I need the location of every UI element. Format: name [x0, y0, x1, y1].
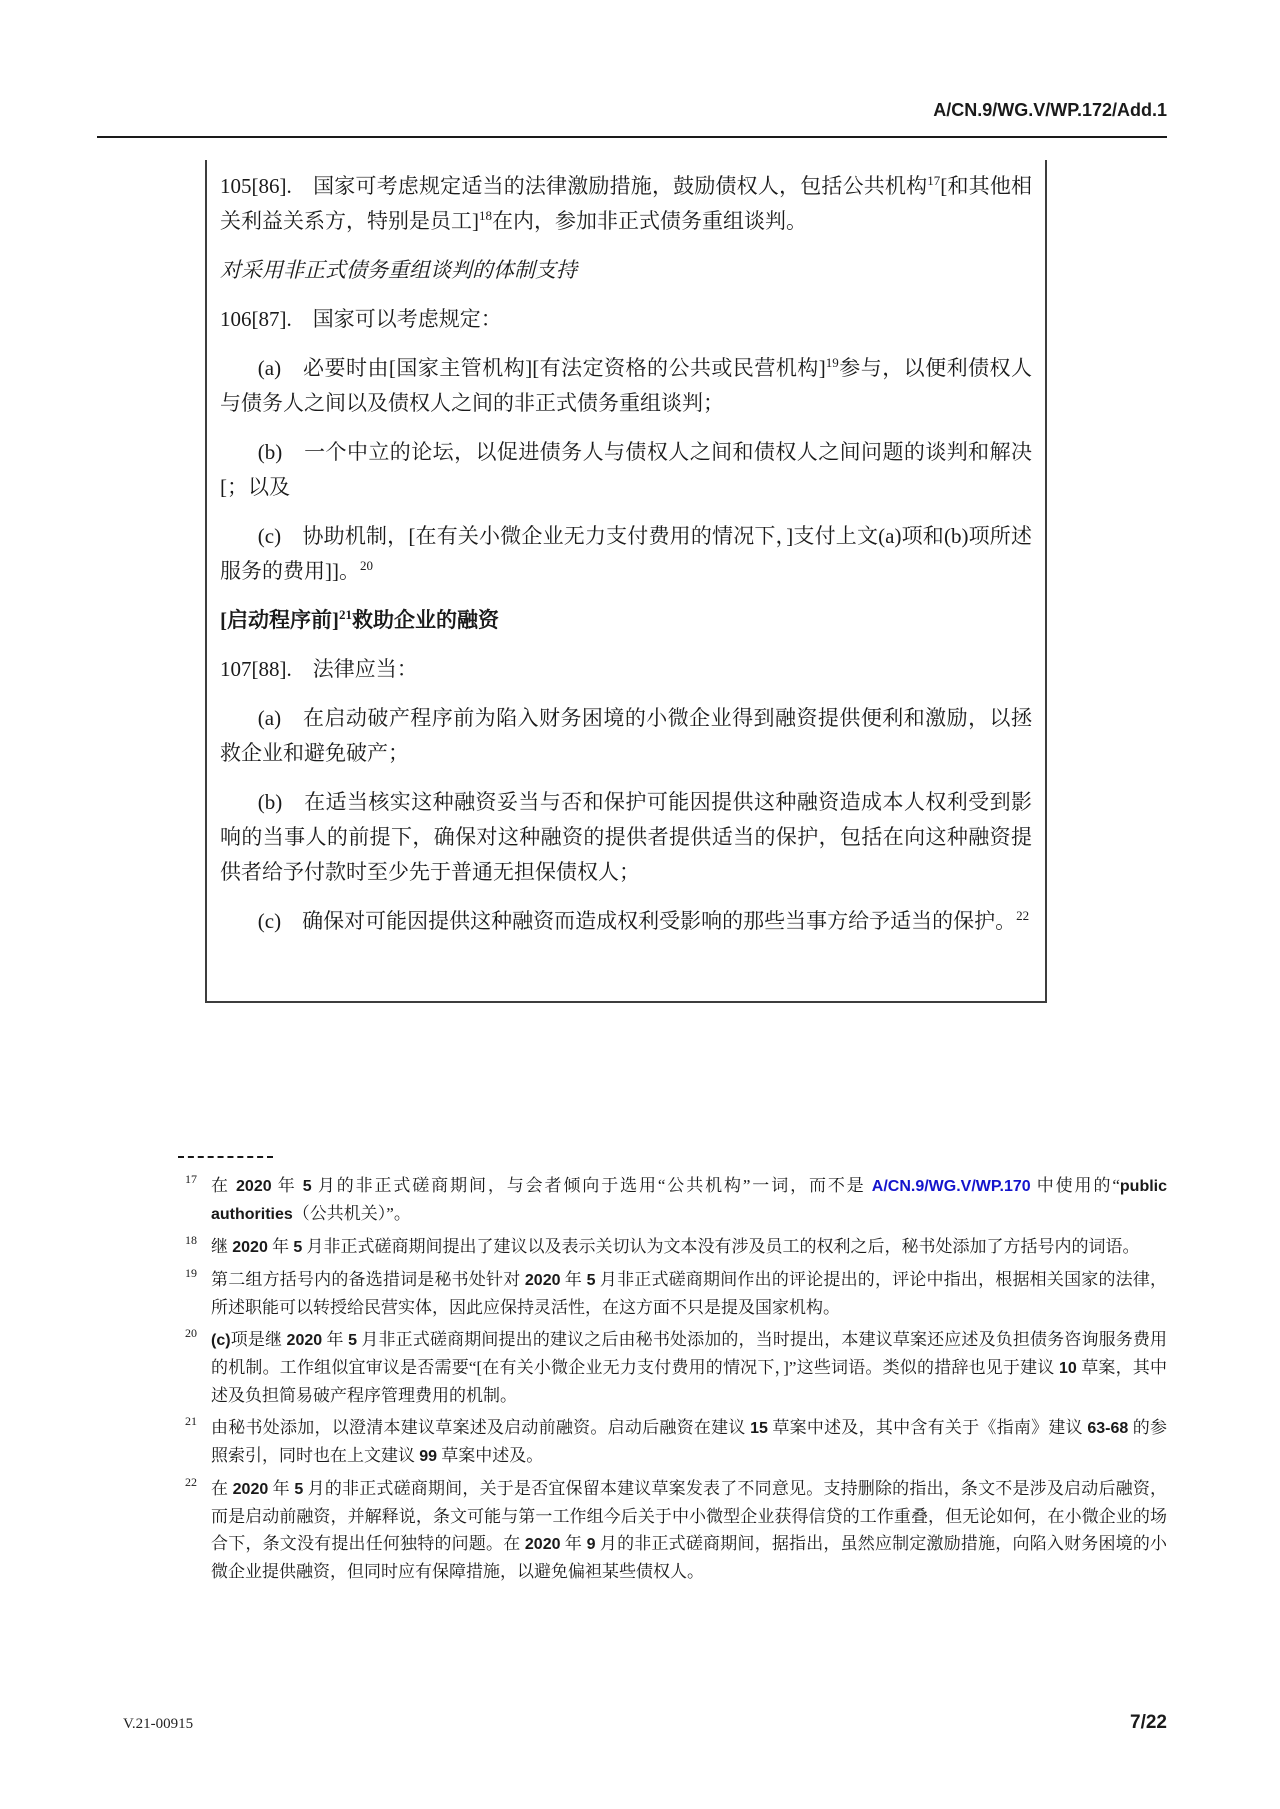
footnote-text: 由秘书处添加，以澄清本建议草案述及启动前融资。启动后融资在建议 15 草案中述及，其中含有关于《指南》建议 63-68 的参照索引，同时也在上文建议 99 草案中述及。	[211, 1418, 1168, 1465]
footnote-ref: 18	[479, 208, 492, 223]
footer-document-number: V.21-00915	[123, 1716, 194, 1732]
numeric-text: 5	[293, 1239, 303, 1256]
footer-page-number: 7/22	[1130, 1712, 1167, 1733]
footnote-ref: 19	[825, 355, 839, 370]
footnote-20	[185, 1326, 1167, 1409]
numeric-text: 2020	[232, 1481, 269, 1498]
header-rule	[97, 136, 1167, 138]
footnotes-list	[185, 1172, 1167, 1590]
numeric-text: 10	[1058, 1360, 1077, 1377]
footnote-text: 在 2020 年 5 月的非正式磋商期间，关于是否宜保留本建议草案发表了不同意见。支持删除的指出，条文不是涉及启动后融资，而是启动前融资，并解释说，条文可能与第一工作组今后关于中小微型企业获得信贷的工作重叠，但无论如何，在小微企业的场合下，条文没有提出任何独特的问题。在 2020 年 9 月的非正式磋商期间，据指出，虽然应制定激励措施，向陷入财务困境的小微企业提供融资，但同时应有保障措施，以避免偏袒某些债权人。	[211, 1479, 1168, 1581]
numeric-text: 63-68	[1087, 1420, 1129, 1437]
provisions-box	[205, 160, 1047, 1003]
footnote-text: 第二组方括号内的备选措词是秘书处针对 2020 年 5 月非正式磋商期间作出的评论提出的，评论中指出，根据相关国家的法律，所述职能可以转授给民营实体，因此应保持灵活性，在这方面不只是提及国家机构。	[211, 1270, 1168, 1317]
document-link[interactable]: A/CN.9/WG.V/WP.170	[871, 1178, 1031, 1195]
numeric-text: (c)	[211, 1332, 231, 1349]
footnote-text: (c)项是继 2020 年 5 月非正式磋商期间提出的建议之后由秘书处添加的，当时提出，本建议草案还应述及负担债务咨询服务费用的机制。工作组似宜审议是否需要“[在有关小微企业无力支付费用的情况下，]”这些词语。类似的措辞也见于建议 10 草案，其中述及负担简易破产程序管理费用的机制。	[211, 1330, 1168, 1405]
footnote-text: 在 2020 年 5 月的非正式磋商期间，与会者倾向于选用“公共机构”一词，而不是 A/CN.9/WG.V/WP.170 中使用的“public authorities（公共机关）”。	[211, 1176, 1167, 1223]
numeric-text: 99	[419, 1448, 438, 1465]
heading-italic-1: 对采用非正式债务重组谈判的体制支持	[220, 258, 577, 282]
sub-10: (c) 确保对可能因提供这种融资而造成权利受影响的那些当事方给予适当的保护。$^{22}$	[257, 908, 1030, 933]
numeric-text: 2020	[524, 1536, 561, 1553]
footnote-number: 17	[185, 1172, 197, 1186]
footnote-number: 22	[185, 1475, 197, 1489]
numeric-text: public authorities	[211, 1178, 1167, 1223]
footnote-separator	[178, 1156, 273, 1158]
footnote-text: 继 2020 年 5 月非正式磋商期间提出了建议以及表示关切认为文本没有涉及员工的权利之后，秘书处添加了方括号内的词语。	[211, 1237, 1140, 1256]
footnote-19	[185, 1266, 1167, 1321]
sub-9: (b) 在适当核实这种融资妥当与否和保护可能因提供这种融资造成本人权利受到影响的当事人的前提下，确保对这种融资的提供者提供适当的保护，包括在向这种融资提供者给予付款时至少先于普通无担保债权人；	[220, 790, 1032, 884]
footnote-18	[185, 1233, 1167, 1261]
footnote-ref: 17	[927, 173, 941, 188]
footnote-number: 19	[185, 1266, 197, 1280]
footnote-22	[185, 1475, 1167, 1585]
numeric-text: 2020	[236, 1178, 272, 1195]
footnote-number: 21	[185, 1414, 197, 1428]
document-symbol: A/CN.9/WG.V/WP.172/Add.1	[933, 100, 1167, 120]
numeric-text: 5	[302, 1178, 312, 1195]
sub-5: (c) 协助机制，[在有关小微企业无力支付费用的情况下，]支付上文(a)项和(b)项所述服务的费用]]。$^{20}$	[220, 524, 1032, 583]
numeric-text: 2020	[524, 1272, 561, 1289]
para-0: 105[86]. 国家可考虑规定适当的法律激励措施，鼓励债权人，包括公共机构$^{17}$[和其他相关利益关系方，特别是员工]$^{18}$在内，参加非正式债务重组谈判。	[220, 173, 1033, 233]
numeric-text: 15	[750, 1420, 768, 1437]
footnote-number: 18	[185, 1233, 197, 1247]
sub-4: (b) 一个中立的论坛，以促进债务人与债权人之间和债权人之间问题的谈判和解决[；以及	[220, 440, 1032, 499]
sub-3: (a) 必要时由[国家主管机构][有法定资格的公共或民营机构]$^{19}$参与，以便利债权人与债务人之间以及债权人之间的非正式债务重组谈判；	[220, 355, 1033, 415]
numeric-text: 2020	[232, 1239, 268, 1256]
sub-8: (a) 在启动破产程序前为陷入财务困境的小微企业得到融资提供便利和激励，以拯救企业和避免破产；	[220, 706, 1032, 765]
footnote-number: 20	[185, 1326, 197, 1340]
numeric-text: 2020	[286, 1332, 323, 1349]
numeric-text: 9	[586, 1536, 596, 1553]
footnote-ref: 20	[360, 558, 373, 573]
footnote-17	[185, 1172, 1167, 1228]
footnote-21	[185, 1414, 1167, 1470]
footnote-ref: 22	[1016, 908, 1030, 923]
para-2: 106[87]. 国家可以考虑规定：	[220, 307, 502, 331]
para-7: 107[88]. 法律应当：	[220, 657, 418, 681]
numeric-text: 5	[586, 1272, 596, 1289]
numeric-text: 5	[348, 1332, 357, 1349]
footnote-ref: 21	[339, 607, 352, 622]
heading-bold-6: [启动程序前]$^{21}$救助企业的融资	[220, 607, 499, 632]
numeric-text: 5	[294, 1481, 304, 1498]
